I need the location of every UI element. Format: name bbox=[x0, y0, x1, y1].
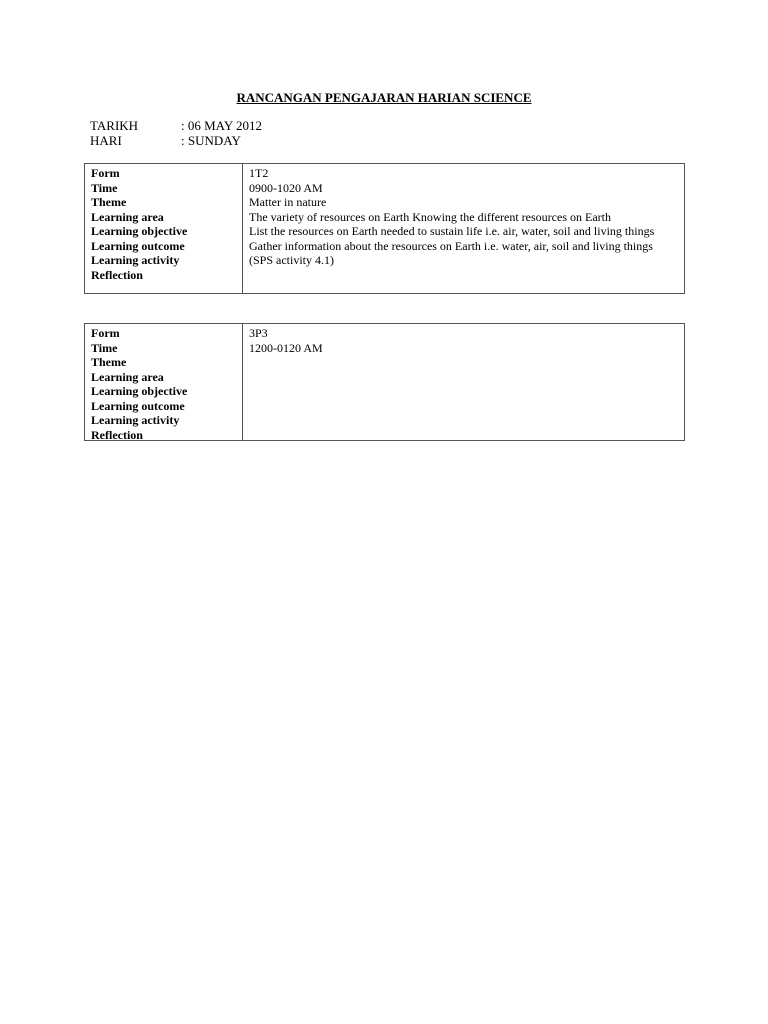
time-label: Time bbox=[91, 180, 118, 195]
learning-outcome-value bbox=[249, 399, 684, 414]
lesson-table-1 bbox=[84, 163, 685, 294]
date-value: : 06 MAY 2012 bbox=[181, 118, 263, 133]
meta-row-date bbox=[90, 119, 262, 134]
meta-row-day bbox=[90, 134, 262, 149]
lesson-table-2-labels bbox=[85, 324, 243, 440]
learning-objective-value: List the resources on Earth needed to sustain life i.e. air, water, soil and living things bbox=[249, 224, 655, 238]
lesson-table-1-values bbox=[243, 164, 684, 293]
learning-area-value: The variety of resources on Earth Knowing the different resources on Earth bbox=[249, 209, 611, 224]
learning-objective-value bbox=[249, 384, 684, 399]
time-value: 0900-1020 AM bbox=[249, 180, 323, 195]
learning-objective-label: Learning objective bbox=[91, 384, 188, 398]
learning-objective-label: Learning objective bbox=[91, 224, 188, 238]
learning-outcome-label: Learning outcome bbox=[91, 238, 185, 253]
day-label: HARI bbox=[90, 132, 122, 148]
reflection-value bbox=[249, 428, 684, 441]
theme-label: Theme bbox=[91, 355, 127, 369]
form-label: Form bbox=[91, 326, 120, 340]
learning-activity-label: Learning activity bbox=[91, 253, 180, 267]
learning-outcome-value: Gather information about the resources on Earth i.e. water, air, soil and living things bbox=[249, 238, 653, 253]
learning-activity-label: Learning activity bbox=[91, 413, 180, 427]
meta-section bbox=[90, 119, 262, 148]
form-value: 1T2 bbox=[249, 166, 269, 180]
lesson-table-2 bbox=[84, 323, 685, 441]
form-value: 3P3 bbox=[249, 326, 268, 340]
learning-activity-value bbox=[249, 413, 684, 428]
lesson-table-1-labels bbox=[85, 164, 243, 293]
lesson-table-2-values bbox=[243, 324, 684, 440]
reflection-label: Reflection bbox=[91, 267, 143, 282]
theme-value: Matter in nature bbox=[249, 195, 327, 209]
theme-label: Theme bbox=[91, 195, 127, 209]
learning-area-value bbox=[249, 370, 684, 385]
learning-activity-value: (SPS activity 4.1) bbox=[249, 253, 335, 267]
day-value: : SUNDAY bbox=[181, 132, 241, 148]
time-label: Time bbox=[91, 340, 118, 355]
page-title: RANCANGAN PENGAJARAN HARIAN SCIENCE bbox=[236, 90, 532, 105]
theme-value bbox=[249, 355, 684, 370]
learning-area-label: Learning area bbox=[91, 369, 164, 384]
time-value: 1200-0120 AM bbox=[249, 340, 323, 355]
learning-area-label: Learning area bbox=[91, 209, 164, 224]
learning-outcome-label: Learning outcome bbox=[91, 398, 185, 413]
date-label: TARIKH bbox=[90, 118, 139, 133]
reflection-value bbox=[249, 268, 684, 283]
form-label: Form bbox=[91, 166, 120, 180]
reflection-label: Reflection bbox=[91, 427, 143, 442]
